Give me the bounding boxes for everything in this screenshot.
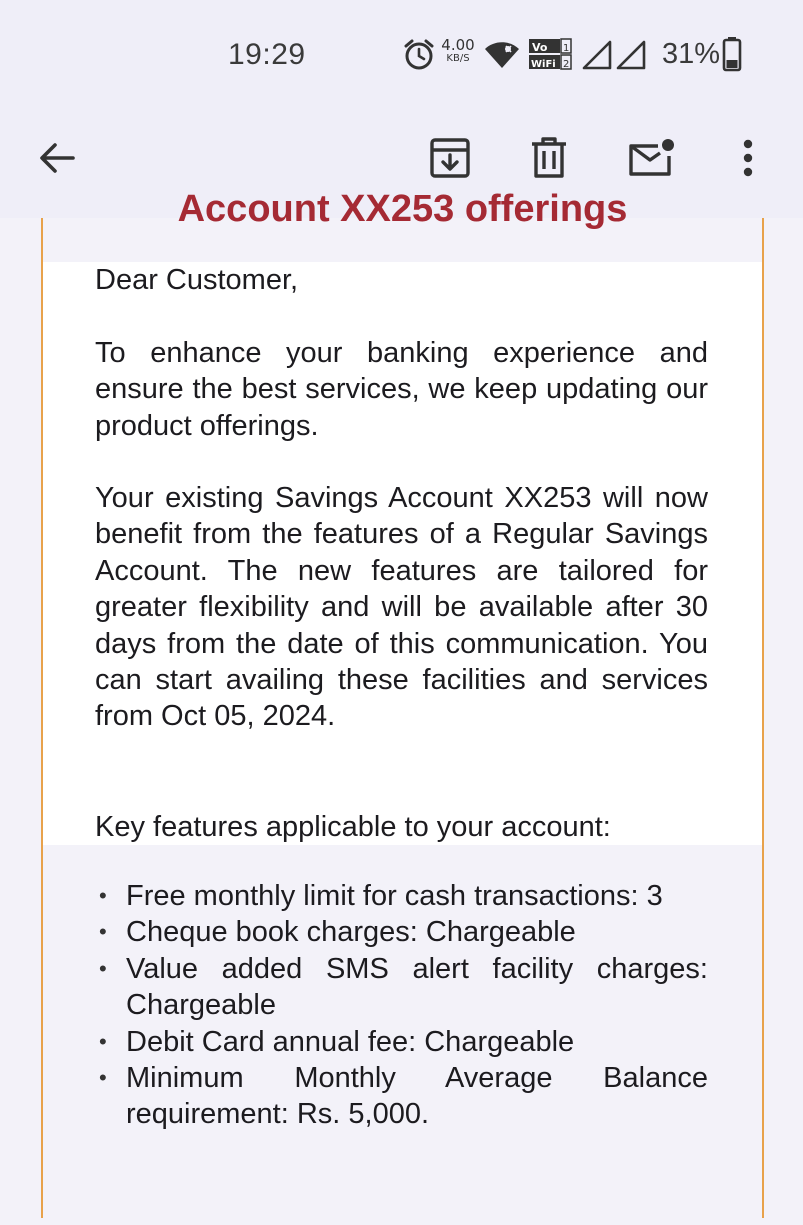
features-list [95,878,708,1133]
volte-label: Vo [532,41,548,54]
battery-percent: 31% [662,38,721,70]
feature-item: • Cheque book charges: Chargeable [95,914,708,950]
volte-wifi-icon [528,38,572,75]
greeting: Dear Customer, [95,264,299,296]
email-body[interactable] [0,188,803,1200]
email-heading: Account XX253 offerings [177,188,628,230]
header-band [43,188,762,262]
account-upgrade-paragraph: Your existing Savings Account XX253 will now benefit from the features of a Regular Savings Account. The new features are tailored for greater flexibility and will be available after 30 days from the date of this communication. You can start availing these facilities and services from Oct 05, 2024. [95,482,708,733]
wifi-icon [484,40,520,75]
more-options-button[interactable] [718,130,778,190]
back-button[interactable] [27,130,87,190]
sim2-label: 2 [563,59,570,70]
network-speed-value: 4.00 [441,36,475,54]
feature-item: • Debit Card annual fee: Chargeable [95,1024,708,1060]
signal-icon-2 [616,40,646,75]
signal-icon [582,40,612,75]
feature-item: • Value added SMS alert facility charges: Chargeable [95,951,708,1024]
back-arrow-icon [37,140,77,181]
network-speed-unit: KB/S [446,53,470,64]
status-bar [0,0,803,108]
feature-item: • Minimum Monthly Average Balance requirement: Rs. 5,000. [95,1060,708,1133]
delete-button[interactable] [519,130,579,190]
intro-paragraph: To enhance your banking experience and ensure the best services, we keep updating our product offerings. [95,337,708,442]
network-speed [438,38,478,64]
sim1-label: 1 [563,43,570,54]
alarm-icon [402,38,436,77]
battery-icon [722,36,742,77]
archive-button[interactable] [420,130,480,190]
features-heading: Key features applicable to your account: [95,811,611,843]
wifi-calling-label: WiFi [531,59,556,70]
archive-icon [429,137,471,184]
mark-unread-button[interactable] [621,130,681,190]
delete-icon [530,137,568,184]
mark-unread-icon [628,138,674,183]
feature-item: • Free monthly limit for cash transactions: 3 [95,878,708,914]
more-vert-icon [742,138,754,183]
clock-time: 19:29 [228,38,306,71]
